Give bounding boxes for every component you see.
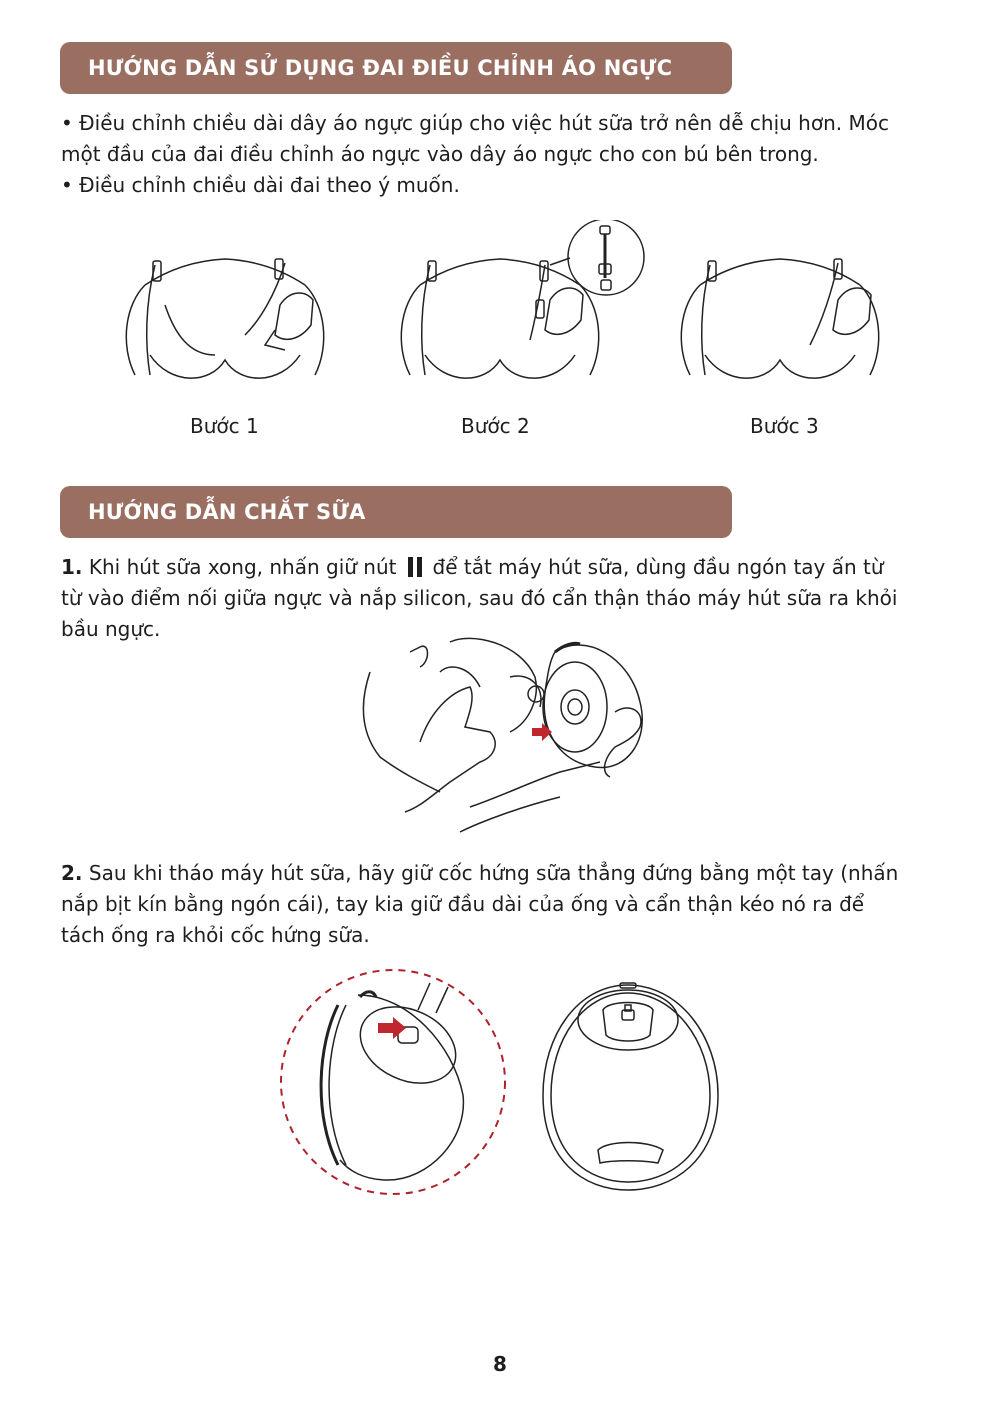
step-1-text-a: Khi hút sữa xong, nhấn giữ nút bbox=[88, 555, 397, 579]
step-1-line-3: bầu ngực. bbox=[61, 617, 161, 641]
bullet-1-line-1: • Điều chỉnh chiều dài dây áo ngực giúp cho việc hút sữa trở nên dễ chịu hơn. Móc bbox=[61, 111, 889, 135]
bullet-2: • Điều chỉnh chiều dài đai theo ý muốn. bbox=[61, 173, 460, 197]
illustration-step-3 bbox=[670, 245, 890, 410]
instruction-step-2 bbox=[61, 858, 941, 951]
step-1-number: 1. bbox=[61, 555, 83, 579]
instruction-paragraph-1 bbox=[61, 108, 941, 201]
step-1-caption: Bước 1 bbox=[190, 414, 259, 438]
step-2-line-3: tách ống ra khỏi cốc hứng sữa. bbox=[61, 923, 370, 947]
illustration-remove-pump bbox=[360, 632, 660, 837]
step-3-caption: Bước 3 bbox=[750, 414, 819, 438]
section-title-milk-collection: HƯỚNG DẪN CHẮT SỮA bbox=[60, 486, 732, 538]
pause-icon bbox=[407, 557, 423, 577]
bullet-1-line-2: một đầu của đai điều chỉnh áo ngực vào dây áo ngực cho con bú bên trong. bbox=[61, 142, 819, 166]
page-number: 8 bbox=[493, 1352, 507, 1376]
step-2-number: 2. bbox=[61, 861, 83, 885]
illustration-detach-tube bbox=[278, 965, 728, 1200]
step-1-text-b: để tắt máy hút sữa, dùng đầu ngón tay ấn từ bbox=[432, 555, 884, 579]
illustration-step-2 bbox=[390, 220, 650, 410]
step-2-caption: Bước 2 bbox=[461, 414, 530, 438]
illustration-step-1 bbox=[115, 245, 335, 410]
step-2-line-2: nắp bịt kín bằng ngón cái), tay kia giữ đầu dài của ống và cẩn thận kéo nó ra để bbox=[61, 892, 865, 916]
step-2-line-1: Sau khi tháo máy hút sữa, hãy giữ cốc hứng sữa thẳng đứng bằng một tay (nhấn bbox=[88, 861, 899, 885]
section-title-bra-strap: HƯỚNG DẪN SỬ DỤNG ĐAI ĐIỀU CHỈNH ÁO NGỰC bbox=[60, 42, 732, 94]
step-1-line-2: từ vào điểm nối giữa ngực và nắp silicon, sau đó cẩn thận tháo máy hút sữa ra khỏi bbox=[61, 586, 898, 610]
